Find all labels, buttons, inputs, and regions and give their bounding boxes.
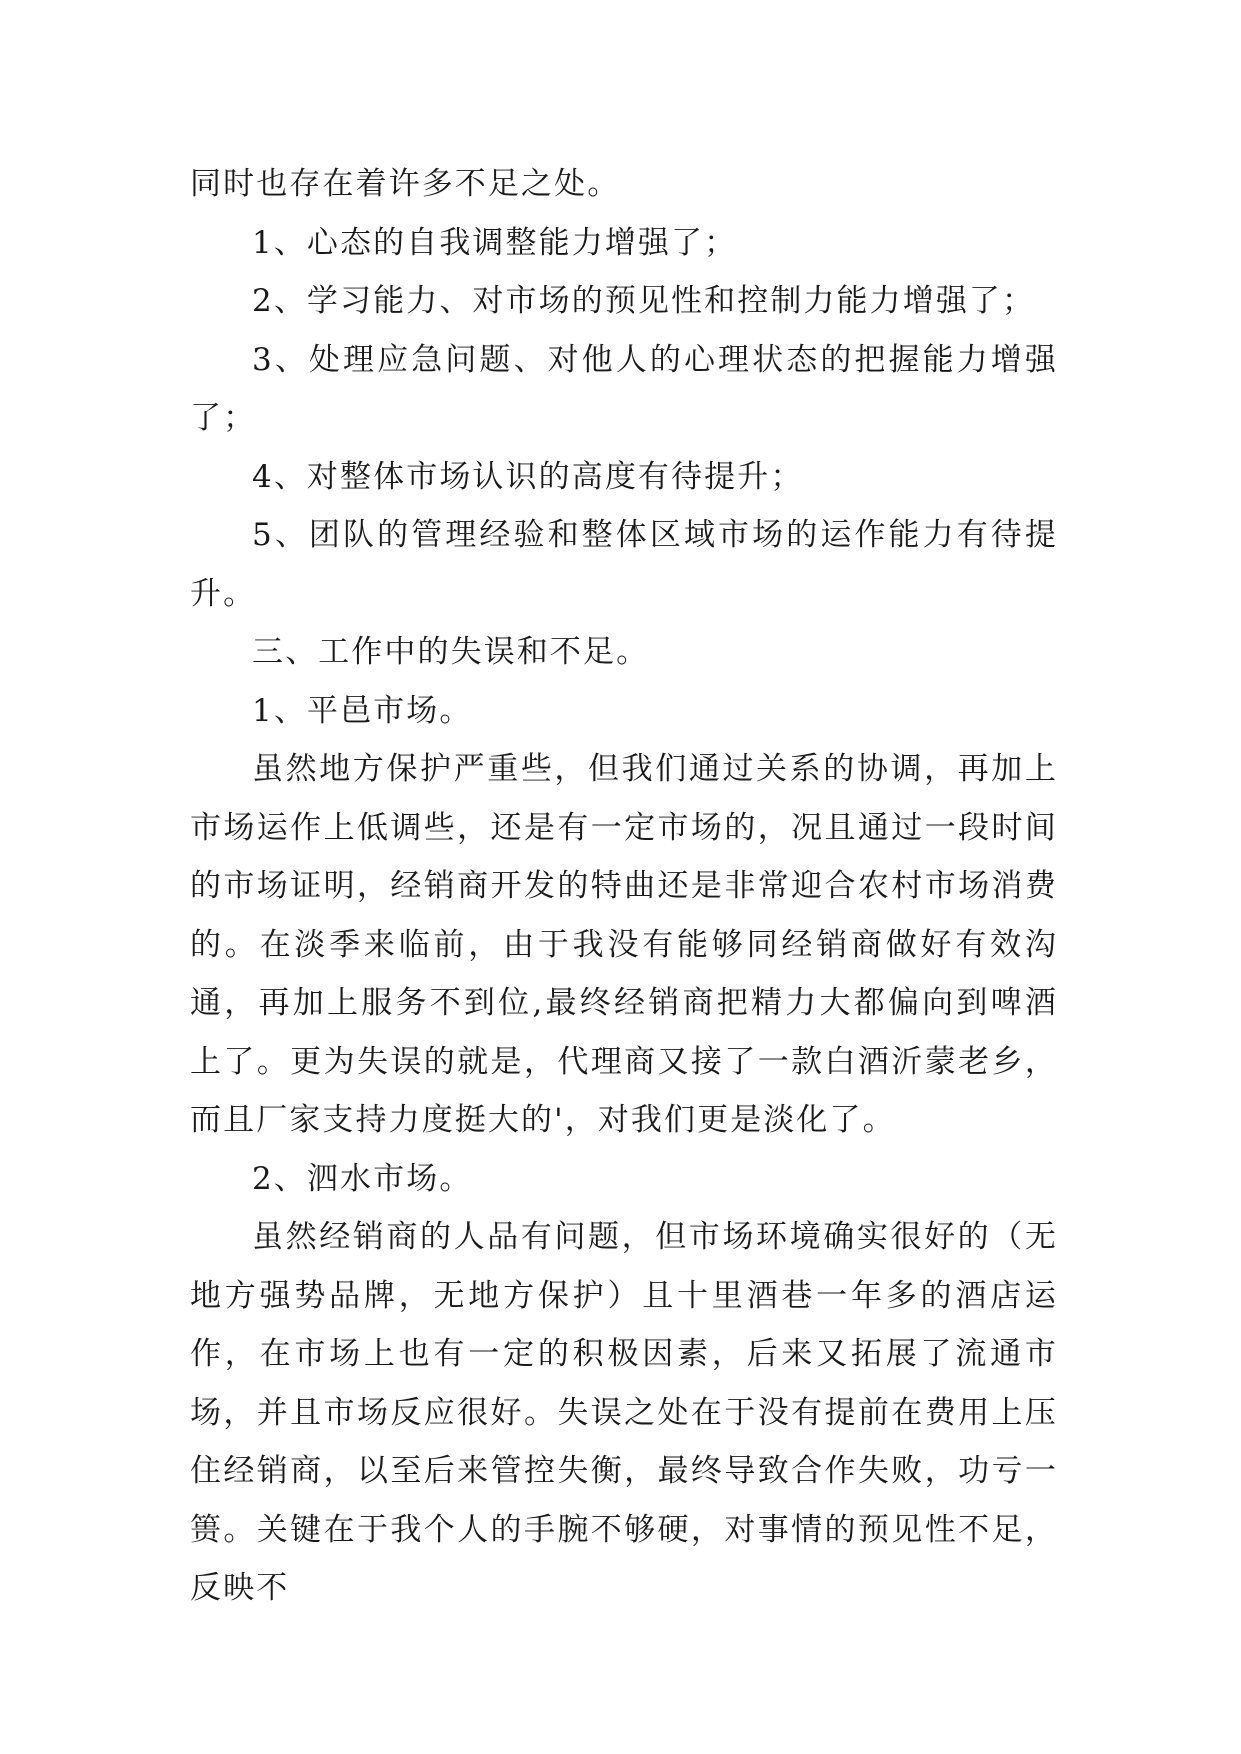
paragraph-intro: 同时也存在着许多不足之处。 — [190, 166, 621, 202]
subheading-pingyi-market: 1、平邑市场。 — [252, 692, 473, 729]
paragraph-item-3: 3、处理应急问题、对他人的心理状态的把握能力增强了； — [190, 341, 1058, 436]
paragraph-item-1: 1、心态的自我调整能力增强了； — [252, 224, 738, 261]
paragraph-pingyi-detail: 虽然地方保护严重些，但我们通过关系的协调，再加上市场运作上低调些，还是有一定市场的，况且通过一段时间的市场证明，经销商开发的特曲还是非常迎合农村市场消费的。在淡季来临前，由于我没有能够同经销商做好有效沟通，再加上服务不到位,最终经销商把精力大都偏向到啤酒上了。更为失误的就是，代理商又接了一款白酒沂蒙老乡，而且厂家支持力度挺大的'，对我们更是淡化了。 — [190, 751, 1058, 1138]
paragraph-item-5: 5、团队的管理经验和整体区域市场的运作能力有待提升。 — [190, 517, 1058, 612]
paragraph-item-4: 4、对整体市场认识的高度有待提升； — [252, 458, 804, 495]
paragraph-item-2: 2、学习能力、对市场的预见性和控制力能力增强了； — [252, 283, 1036, 319]
subheading-sishui-market: 2、泗水市场。 — [252, 1160, 473, 1197]
section-heading-three: 三、工作中的失误和不足。 — [252, 634, 650, 670]
body-text — [190, 155, 1058, 1618]
paragraph-sishui-detail: 虽然经销商的人品有问题，但市场环境确实很好的（无地方强势品牌，无地方保护）且十里酒巷一年多的酒店运作，在市场上也有一定的积极因素，后来又拓展了流通市场，并且市场反应很好。失误之处在于没有提前在费用上压住经销商，以至后来管控失衡，最终导致合作失败，功亏一篑。关键在于我个人的手腕不够硬，对事情的预见性不足，反映不 — [190, 1219, 1058, 1606]
